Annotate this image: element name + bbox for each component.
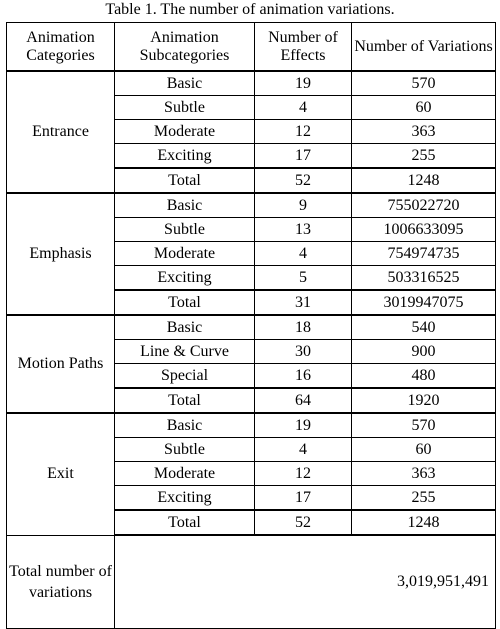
- subcategory-cell: Basic: [115, 413, 255, 438]
- effects-cell: 17: [255, 486, 352, 511]
- variations-cell: 755022720: [352, 193, 496, 218]
- animation-variations-table: [6, 22, 496, 629]
- table-caption: Table 1. The number of animation variations.: [105, 1, 395, 18]
- subcategory-cell: Moderate: [115, 242, 255, 266]
- variations-cell: 1006633095: [352, 218, 496, 242]
- header-subcategory: Animation Subcategories: [115, 23, 255, 72]
- effects-cell: 4: [255, 242, 352, 266]
- subcategory-cell: Basic: [115, 315, 255, 340]
- variations-cell: 3019947075: [352, 290, 496, 315]
- subcategory-cell: Total: [115, 290, 255, 315]
- subcategory-cell: Subtle: [115, 438, 255, 462]
- category-cell: Emphasis: [7, 193, 115, 315]
- category-cell: Exit: [7, 413, 115, 535]
- subcategory-cell: Line & Curve: [115, 340, 255, 364]
- variations-cell: 540: [352, 315, 496, 340]
- grand-total-row: [7, 535, 496, 628]
- subcategory-cell: Subtle: [115, 218, 255, 242]
- variations-cell: 480: [352, 364, 496, 389]
- effects-cell: 30: [255, 340, 352, 364]
- variations-cell: 1248: [352, 168, 496, 193]
- variations-cell: 1920: [352, 388, 496, 413]
- effects-cell: 18: [255, 315, 352, 340]
- subcategory-cell: Total: [115, 510, 255, 535]
- table-row: [7, 193, 496, 218]
- header-category: Animation Categories: [7, 23, 115, 72]
- effects-cell: 16: [255, 364, 352, 389]
- subcategory-cell: Total: [115, 168, 255, 193]
- effects-cell: 64: [255, 388, 352, 413]
- variations-cell: 60: [352, 438, 496, 462]
- subcategory-cell: Exciting: [115, 266, 255, 291]
- variations-cell: 255: [352, 144, 496, 169]
- header-row: [7, 23, 496, 72]
- subcategory-cell: Basic: [115, 71, 255, 96]
- variations-cell: 363: [352, 462, 496, 486]
- effects-cell: 12: [255, 120, 352, 144]
- subcategory-cell: Total: [115, 388, 255, 413]
- grand-total-value: 3,019,951,491: [115, 535, 496, 628]
- variations-cell: 570: [352, 71, 496, 96]
- grand-total-label: Total number of variations: [7, 535, 115, 628]
- variations-cell: 570: [352, 413, 496, 438]
- effects-cell: 5: [255, 266, 352, 291]
- effects-cell: 4: [255, 438, 352, 462]
- subcategory-cell: Exciting: [115, 486, 255, 511]
- category-cell: Motion Paths: [7, 315, 115, 413]
- effects-cell: 31: [255, 290, 352, 315]
- header-effects: Number of Effects: [255, 23, 352, 72]
- subcategory-cell: Moderate: [115, 462, 255, 486]
- effects-cell: 19: [255, 71, 352, 96]
- variations-cell: 754974735: [352, 242, 496, 266]
- effects-cell: 17: [255, 144, 352, 169]
- effects-cell: 4: [255, 96, 352, 120]
- variations-cell: 255: [352, 486, 496, 511]
- effects-cell: 9: [255, 193, 352, 218]
- effects-cell: 19: [255, 413, 352, 438]
- effects-cell: 52: [255, 168, 352, 193]
- variations-cell: 1248: [352, 510, 496, 535]
- table-row: [7, 315, 496, 340]
- variations-cell: 900: [352, 340, 496, 364]
- header-variations: Number of Variations: [352, 23, 496, 72]
- variations-cell: 503316525: [352, 266, 496, 291]
- subcategory-cell: Special: [115, 364, 255, 389]
- subcategory-cell: Moderate: [115, 120, 255, 144]
- subcategory-cell: Exciting: [115, 144, 255, 169]
- variations-cell: 60: [352, 96, 496, 120]
- table-body: [7, 71, 496, 628]
- effects-cell: 52: [255, 510, 352, 535]
- effects-cell: 13: [255, 218, 352, 242]
- category-cell: Entrance: [7, 71, 115, 193]
- table-row: [7, 413, 496, 438]
- subcategory-cell: Basic: [115, 193, 255, 218]
- variations-cell: 363: [352, 120, 496, 144]
- effects-cell: 12: [255, 462, 352, 486]
- table-row: [7, 71, 496, 96]
- subcategory-cell: Subtle: [115, 96, 255, 120]
